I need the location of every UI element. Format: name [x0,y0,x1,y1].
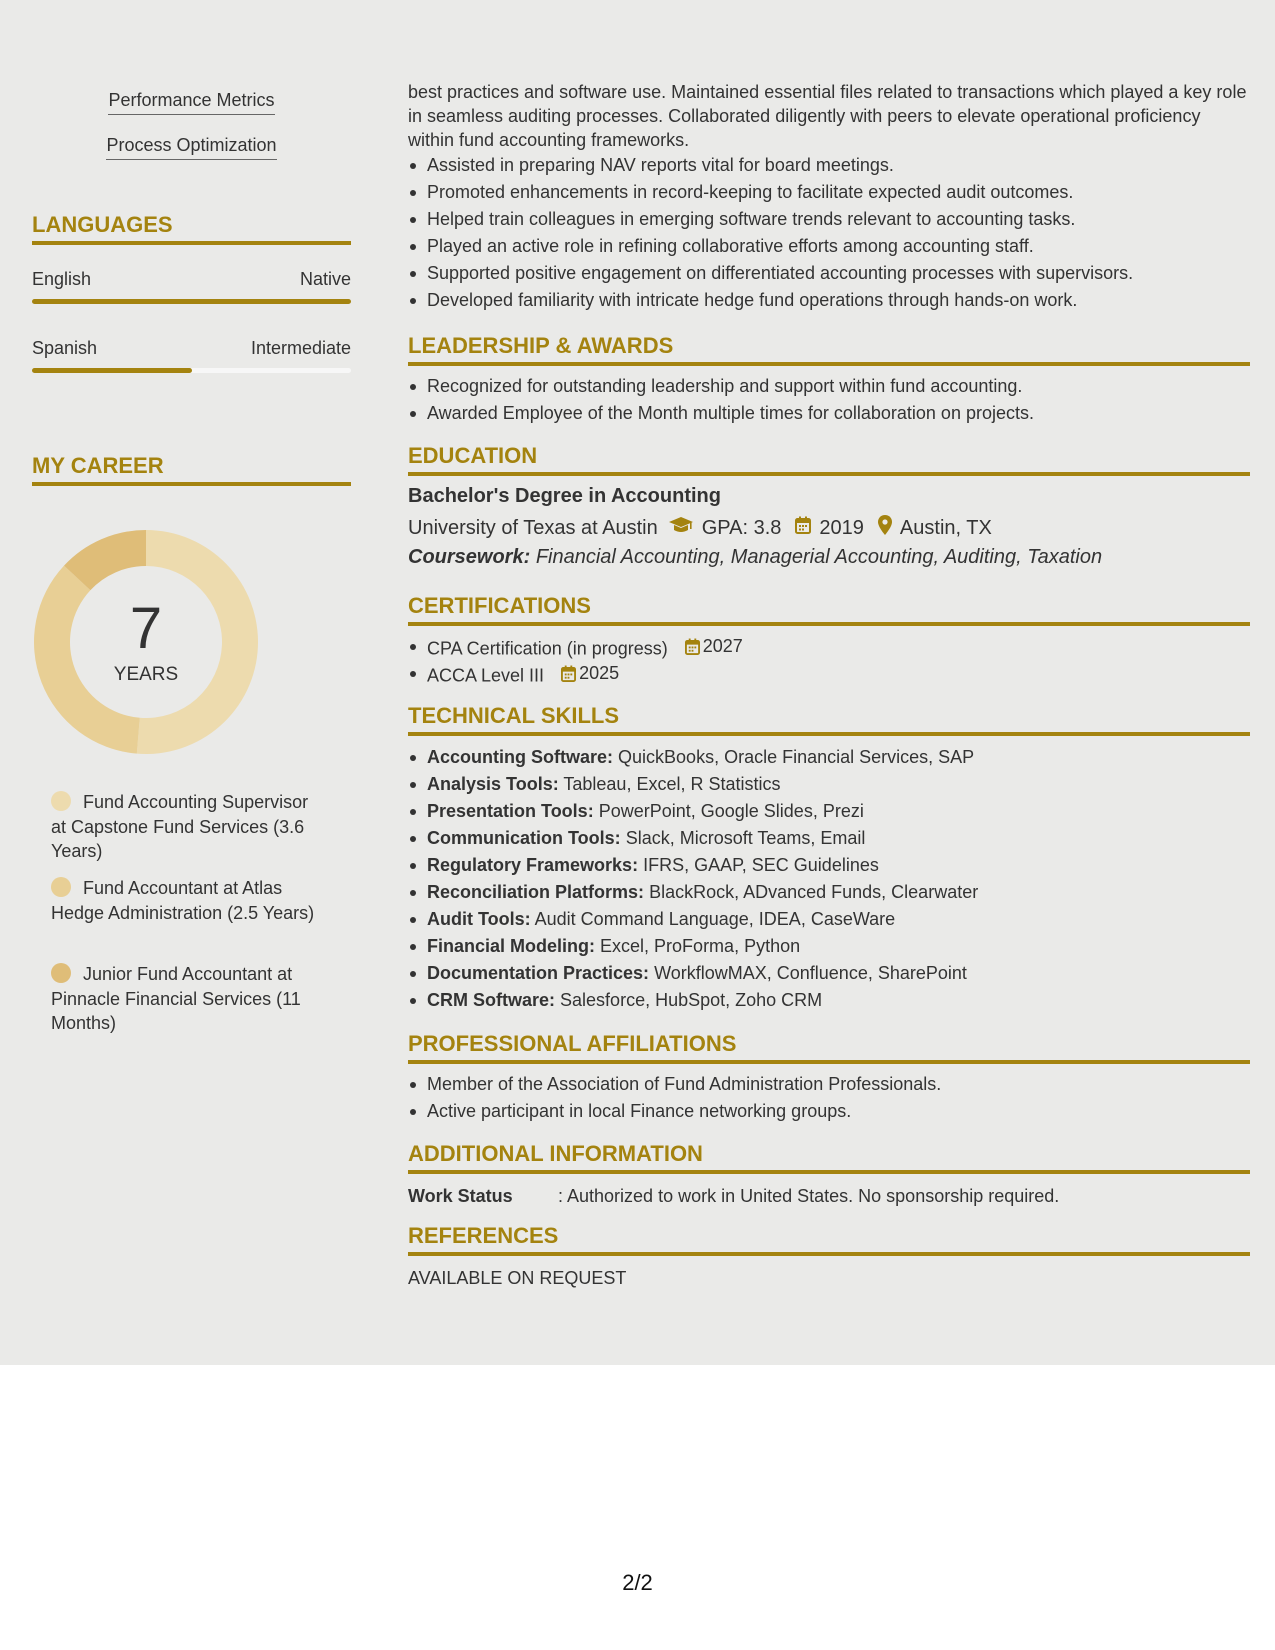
language-level: Intermediate [250,338,351,358]
certifications-heading: CERTIFICATIONS [408,593,1250,626]
language-name: Spanish [32,338,98,358]
list-item: Reconciliation Platforms: BlackRock, ADvanced Funds, Clearwater [408,881,1250,908]
list-item: Communication Tools: Slack, Microsoft Teams, Email [408,827,1250,854]
additional-information-heading: ADDITIONAL INFORMATION [408,1141,1250,1174]
list-item: Supported positive engagement on differentiated accounting processes with supervisors. [408,262,1250,289]
calendar-icon [561,665,576,682]
references-text: AVAILABLE ON REQUEST [408,1268,627,1288]
language-bar [32,368,351,373]
list-item: Recognized for outstanding leadership and support within fund accounting. [408,375,1250,402]
coursework: Coursework: Financial Accounting, Managerial Accounting, Auditing, Taxation [408,546,1103,568]
leadership-list [408,375,1250,429]
list-item: Accounting Software: QuickBooks, Oracle Financial Services, SAP [408,746,1250,773]
affiliations-list [408,1073,1250,1127]
list-item: Regulatory Frameworks: IFRS, GAAP, SEC Guidelines [408,854,1250,881]
list-item: Presentation Tools: PowerPoint, Google Slides, Prezi [408,800,1250,827]
list-item: Analysis Tools: Tableau, Excel, R Statistics [408,773,1250,800]
education-heading: EDUCATION [408,443,1250,476]
experience-bullets [408,154,1250,316]
list-item: Audit Tools: Audit Command Language, IDEA, CaseWare [408,908,1250,935]
school-name: University of Texas at Austin [408,516,658,539]
list-item: Developed familiarity with intricate hedge fund operations through hands-on work. [408,289,1250,316]
language-row [32,337,351,359]
graduation-cap-icon [668,516,694,540]
language-bar-fill [32,299,351,304]
list-item: Financial Modeling: Excel, ProForma, Python [408,935,1250,962]
technical-skills-list [408,746,1250,1016]
leadership-heading: LEADERSHIP & AWARDS [408,333,1250,366]
list-item: Member of the Association of Fund Administration Professionals. [408,1073,1250,1100]
legend-dot-icon [51,963,71,983]
technical-skills-heading: TECHNICAL SKILLS [408,703,1250,736]
language-row [32,268,351,290]
list-item: Documentation Practices: WorkflowMAX, Confluence, SharePoint [408,962,1250,989]
list-item: Awarded Employee of the Month multiple times for collaboration on projects. [408,402,1250,429]
work-status: Work Status : Authorized to work in United States. No sponsorship required. [408,1186,1060,1206]
skill-tag: Process Optimization [32,133,351,160]
language-level: Native [299,269,351,289]
career-total-unit: YEARS [113,664,179,685]
gpa: GPA: 3.8 [701,516,782,539]
list-item: Played an active role in refining collaborative efforts among accounting staff. [408,235,1250,262]
list-item: Active participant in local Finance networking groups. [408,1100,1250,1127]
references-heading: REFERENCES [408,1223,1250,1256]
certifications-list [408,635,1250,689]
page-number: 2/2 [622,1570,653,1595]
calendar-icon [795,516,811,540]
degree-title: Bachelor's Degree in Accounting [408,485,721,507]
list-item: ACCA Level III 2025 [408,662,1250,689]
career-legend-item: Junior Fund Accountant at Pinnacle Financial Services (11 Months) [51,964,301,1033]
career-total-years: 7 [129,596,163,661]
calendar-icon [685,638,700,655]
career-heading: MY CAREER [32,453,351,486]
graduation-year: 2019 [819,516,864,539]
list-item: CRM Software: Salesforce, HubSpot, Zoho CRM [408,989,1250,1016]
career-legend-item: Fund Accounting Supervisor at Capstone Fund Services (3.6 Years) [51,792,309,861]
map-pin-icon [878,515,892,541]
legend-dot-icon [51,791,71,811]
affiliations-heading: PROFESSIONAL AFFILIATIONS [408,1031,1250,1064]
language-bar [32,299,351,304]
language-name: English [32,269,92,289]
language-bar-fill [32,368,192,373]
career-legend-item: Fund Accountant at Atlas Hedge Administration (2.5 Years) [51,878,315,923]
education-meta [408,515,992,541]
list-item: Promoted enhancements in record-keeping to facilitate expected audit outcomes. [408,181,1250,208]
experience-description: best practices and software use. Maintained essential files related to transactions which played a key role in seamless auditing processes. Collaborated diligently with peers to elevate operational proficiency within fund accounting frameworks. [408,82,1247,150]
list-item: Assisted in preparing NAV reports vital for board meetings. [408,154,1250,181]
school-location: Austin, TX [899,516,992,539]
list-item: Helped train colleagues in emerging software trends relevant to accounting tasks. [408,208,1250,235]
languages-heading: LANGUAGES [32,212,351,245]
list-item: CPA Certification (in progress) 2027 [408,635,1250,662]
legend-dot-icon [51,877,71,897]
skill-tag: Performance Metrics [32,88,351,115]
